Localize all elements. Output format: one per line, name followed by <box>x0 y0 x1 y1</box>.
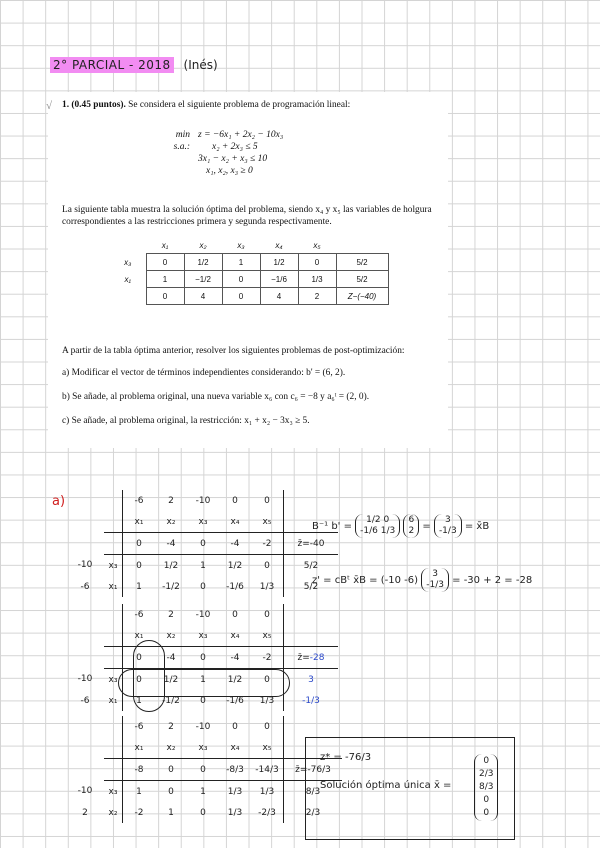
lp-objective: min z = −6x₁ + 2x₂ − 10x₃ <box>175 130 284 140</box>
title-highlight: 2° PARCIAL - 2018 <box>50 57 174 73</box>
item-c: c) Se añade, al problema original, la restricción: x₁ + x₂ − 3x₃ ≥ 5. <box>62 416 310 426</box>
lp-nonnegativity: x₁, x₂, x₃ ≥ 0 <box>206 166 253 176</box>
var-row: x₁ x₂ x₃ x₄ x₅ <box>66 625 338 647</box>
vector-b-prime: 6 2 <box>403 514 419 538</box>
table-row: -10 x₃ 1 0 1 1/3 1/3 8/3 <box>66 781 342 803</box>
check-mark-icon: √ <box>46 100 53 112</box>
problem-statement-text: Se considera el siguiente problema de programación lineal: <box>128 100 351 110</box>
cost-row: -6 2 -10 0 0 <box>66 716 342 737</box>
table-row: -10 x₃ 0 1/2 1 1/2 0 3 <box>66 669 338 691</box>
tableau-1 <box>66 490 338 597</box>
matrix-binv: 1/2 0 -1/6 1/3 <box>355 514 400 538</box>
table-row: 2 x₂ -2 1 0 1/3 -2/3 2/3 <box>66 802 342 823</box>
optimal-solution-label: Solución óptima única x̄ = <box>320 780 452 791</box>
table-row: 0 4 0 4 2 Z−(−40) <box>110 288 388 305</box>
var-row: x₁ x₂ x₃ x₄ x₅ <box>66 737 342 759</box>
table-header-row: x₁ x₂ x₃ x₄ x₅ <box>110 237 388 254</box>
problem-intro <box>62 100 442 110</box>
optimal-value: z* = -76/3 <box>320 752 372 763</box>
cost-row: -6 2 -10 0 0 <box>66 490 338 511</box>
vector-xb-2: 3 -1/3 <box>421 568 449 592</box>
table-row: -6 x₁ 1 -1/2 0 -1/6 1/3 5/2 <box>66 576 338 597</box>
reduced-cost-row: 0 -4 0 -4 -2 z̄=-40 <box>66 533 338 555</box>
solution-box <box>305 737 515 840</box>
vector-xb: 3 -1/3 <box>434 514 462 538</box>
table-row: x₃ 0 1/2 1 1/2 0 5/2 <box>110 254 388 271</box>
tableau-3 <box>66 716 342 823</box>
table-row: -10 x₃ 0 1/2 1 1/2 0 5/2 <box>66 555 338 577</box>
problem-statement <box>48 92 448 448</box>
calc-binv-b: B⁻¹ b' = 1/2 0 -1/6 1/3 6 2 = 3 -1/3 = x̄B <box>312 515 490 536</box>
optimal-simplex-table <box>110 237 389 305</box>
item-b: b) Se añade, al problema original, una nueva variable x₆ con c₆ = −8 y a₆ᵗ = (2, 0). <box>62 392 370 402</box>
solution-vector: 0 2/3 8/3 0 0 <box>474 754 498 821</box>
table-intro: La siguiente tabla muestra la solución óptima del problema, siendo x₄ y x₅ las variables de holgura correspondientes a las restricciones primera y segunda respectivamente. <box>62 205 432 227</box>
title-author-note: (Inés) <box>183 58 218 72</box>
post-opt-intro: A partir de la tabla óptima anterior, resolver los siguientes problemas de post-optimización: <box>62 346 405 356</box>
reduced-cost-row: -8 0 0 -8/3 -14/3 z̄=-76/3 <box>66 759 342 781</box>
item-a: a) Modificar el vector de términos independientes considerando: b' = (6, 2). <box>62 368 346 378</box>
lp-constraint-1: s.a.: x₂ + 2x₃ ≤ 5 <box>173 142 258 152</box>
table-row: x₁ 1 −1/2 0 −1/6 1/3 5/2 <box>110 271 388 288</box>
table-row: -6 x₁ 1 -1/2 0 -1/6 1/3 -1/3 <box>66 690 338 711</box>
pivot-column-circle <box>133 640 165 712</box>
page-title <box>50 58 218 72</box>
var-row: x₁ x₂ x₃ x₄ x₅ <box>66 511 338 533</box>
cost-row: -6 2 -10 0 0 <box>66 604 338 625</box>
problem-header: 1. (0.45 puntos). <box>62 100 126 110</box>
lp-constraint-2: 3x₁ − x₂ + x₃ ≤ 10 <box>198 154 268 164</box>
part-a-label: a) <box>52 494 66 509</box>
calc-z-prime: z' = cBᵗ x̄B = (-10 -6) 3 -1/3 = -30 + 2 = -28 <box>312 569 533 590</box>
reduced-cost-row: 0 -4 0 -4 -2 z̄=-28 <box>66 647 338 669</box>
